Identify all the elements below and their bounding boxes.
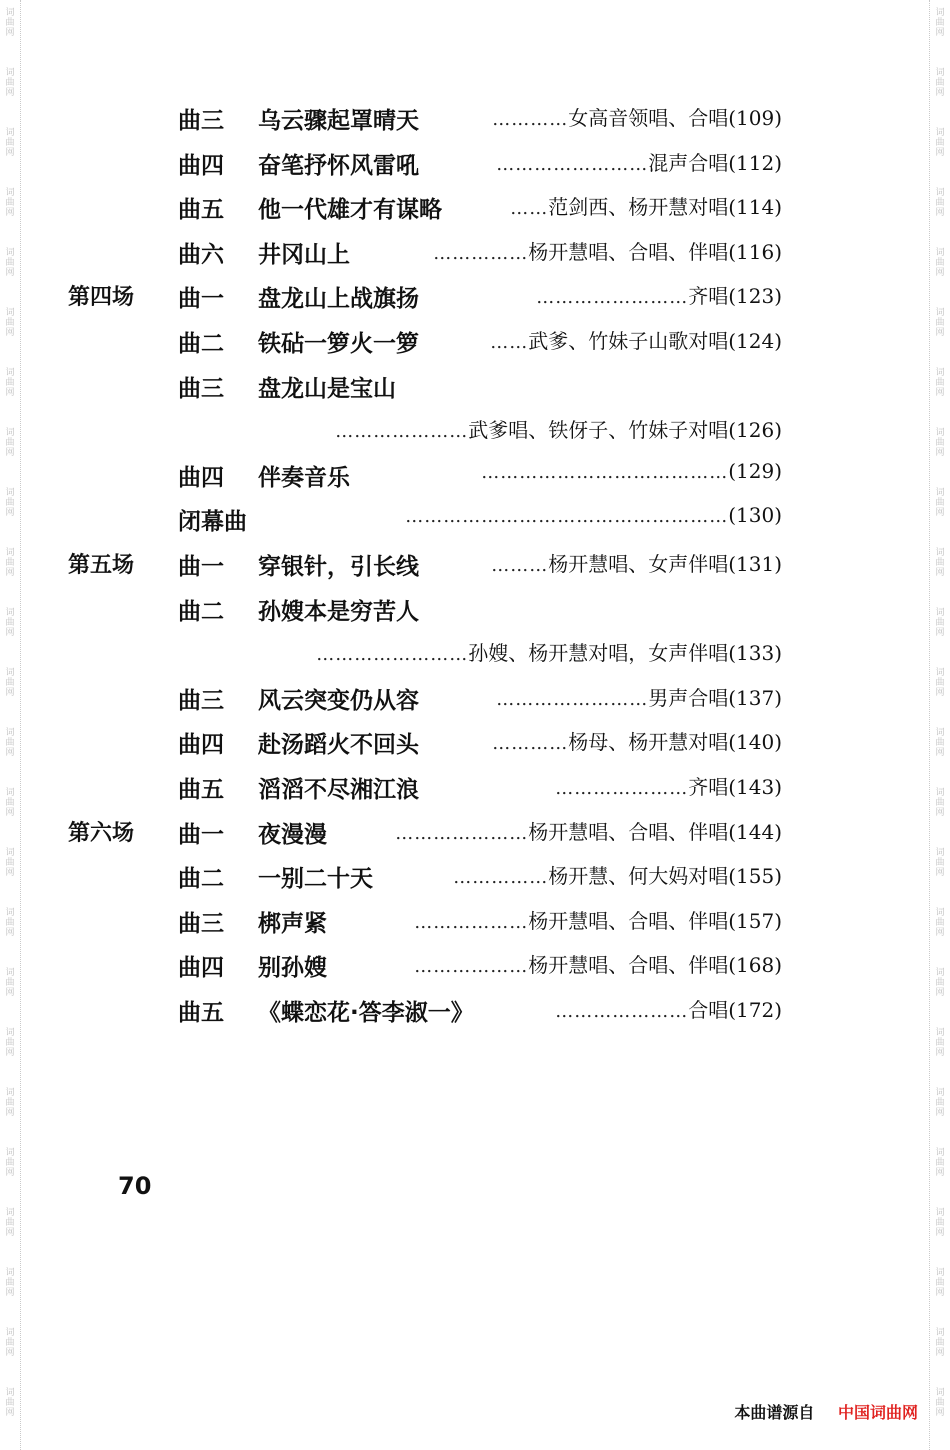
scene-label: 第五场 [68,553,135,578]
watermark-text: 词 曲 网 [935,788,945,818]
piece-number: 曲五 [178,1000,224,1026]
piece-title: 孙嫂本是穷苦人 [258,598,419,625]
watermark-text: 词 曲 网 [5,1388,15,1418]
performers: 混声合唱 [648,150,729,175]
watermark-text: 词 曲 网 [935,608,945,638]
dot-leader: …………………… [496,153,649,175]
piece-number: 曲三 [178,687,224,714]
toc-leader-group [453,860,782,889]
dot-leader: …… [510,198,549,220]
dot-leader: ………… [492,109,569,130]
watermark-text: 词 曲 网 [5,488,15,518]
piece-title: 穿银针，引长线 [258,554,419,580]
dot-leader: …………… [453,867,549,889]
toc-row [0,503,950,537]
toc-row [0,414,950,448]
watermark-text: 词 曲 网 [5,788,15,818]
piece-title: 盘龙山上战旗扬 [258,286,419,313]
piece-title: 奋笔抒怀风雷吼 [258,152,419,179]
toc-leader-group [491,548,782,577]
watermark-text: 词 曲 网 [935,1328,945,1358]
page-ref: (130) [728,503,782,528]
watermark-text: 词 曲 网 [935,128,945,158]
page-ref: (114) [728,195,782,220]
dot-leader: …………………… [316,644,469,666]
scene-label: 第四场 [68,285,135,311]
watermark-text: 词 曲 网 [5,308,15,338]
watermark-text: 词 曲 网 [935,1148,945,1178]
toc-leader-group [492,102,782,131]
toc-leader-group [316,637,782,666]
toc-row [0,548,950,582]
watermark-text: 词 曲 网 [5,908,15,938]
piece-number: 曲五 [178,777,224,803]
page-ref: (109) [728,106,782,130]
watermark-text: 词 曲 网 [5,668,15,698]
toc-leader-group [405,503,782,527]
toc-leader-group [433,236,782,265]
piece-number: 闭幕曲 [178,509,247,536]
toc-row [0,637,950,671]
toc-row [0,860,950,894]
performers: 武爹唱、铁伢子、竹妹子对唱 [468,418,729,443]
toc-leader-group [335,414,782,443]
watermark-text: 词 曲 网 [935,548,945,578]
piece-title: 他一代雄才有谋略 [258,197,442,224]
watermark-text: 词 曲 网 [935,908,945,938]
page-ref: (126) [728,418,782,443]
piece-title: 梆声紧 [258,910,327,937]
brand-logo-text[interactable]: 中国词曲网 [837,1403,918,1422]
piece-number: 曲三 [178,910,224,937]
toc-row [0,280,950,314]
watermark-text: 词 曲 网 [5,608,15,638]
watermark-text: 词 曲 网 [5,248,15,278]
page-number: 70 [118,1172,152,1200]
piece-number: 曲一 [178,286,224,313]
watermark-text: 词 曲 网 [5,1028,15,1058]
dot-leader: …………………………………………… [405,506,729,528]
performers: 杨开慧、何大妈对唱 [548,864,729,889]
piece-number: 曲六 [178,241,224,268]
watermark-text: 词 曲 网 [935,1268,945,1298]
performers: 杨开慧唱、女声伴唱 [548,552,729,576]
piece-title: 滔滔不尽湘江浪 [258,777,419,803]
toc-leader-group [481,459,782,483]
piece-title: 赴汤蹈火不回头 [258,732,419,759]
watermark-text: 词 曲 网 [935,248,945,278]
toc-row [0,370,950,404]
toc-leader-group [395,816,782,845]
performers: 杨母、杨开慧对唱 [568,730,729,755]
performers: 孙嫂、杨开慧对唱，女声伴唱 [468,641,729,666]
watermark-text: 词 曲 网 [5,1208,15,1238]
piece-title: 风云突变仍从容 [258,687,419,714]
watermark-text: 词 曲 网 [935,8,945,38]
toc-row [0,771,950,805]
watermark-text: 词 曲 网 [935,848,945,878]
dot-leader: ……………… [414,911,529,933]
watermark-text: 词 曲 网 [935,668,945,698]
toc-row [0,816,950,850]
page-ref: (143) [728,775,782,799]
watermark-text: 词 曲 网 [935,428,945,458]
watermark-text: 词 曲 网 [5,1148,15,1178]
dot-leader: ………… [492,733,569,755]
toc-leader-group [414,905,782,934]
page-ref: (133) [728,641,782,666]
toc-row [0,682,950,716]
toc-leader-group [555,771,782,800]
piece-title: 铁砧一箩火一箩 [258,331,419,357]
toc-row [0,949,950,983]
piece-title: 伴奏音乐 [258,464,350,491]
toc-leader-group [555,994,782,1023]
dot-leader: ………………………………… [481,461,729,483]
piece-number: 曲三 [178,108,224,134]
page-ref: (124) [728,329,782,353]
page-ref: (123) [728,284,782,309]
toc-row [0,905,950,939]
dot-leader: ………………… [555,1001,689,1022]
piece-number: 曲二 [178,866,224,893]
dot-leader: ……… [491,555,549,576]
performers: 男声合唱 [648,685,729,710]
toc-row [0,459,950,493]
page-ref: (137) [728,685,782,710]
toc-row [0,593,950,627]
piece-number: 曲一 [178,821,224,848]
piece-number: 曲二 [178,598,224,625]
source-footer [734,1400,918,1423]
toc-leader-group [496,147,782,176]
piece-title: 《蝶恋花·答李淑一》 [258,1000,474,1026]
scene-label: 第六场 [68,820,135,846]
piece-title: 别孙嫂 [258,955,327,982]
toc-leader-group [490,325,782,354]
watermark-text: 词 曲 网 [935,1028,945,1058]
toc-row [0,994,950,1028]
watermark-text: 词 曲 网 [935,728,945,758]
watermark-text: 词 曲 网 [5,128,15,158]
watermark-text: 词 曲 网 [935,308,945,338]
toc-leader-group [414,949,782,978]
piece-number: 曲四 [178,955,224,982]
dot-leader: …… [490,332,529,353]
performers: 杨开慧唱、合唱、伴唱 [528,819,729,844]
performers: 齐唱 [688,775,729,799]
toc-row [0,236,950,270]
toc-row [0,102,950,136]
piece-number: 曲一 [178,554,224,580]
piece-number: 曲四 [178,732,224,759]
dot-leader: ………………… [335,421,469,443]
piece-title: 盘龙山是宝山 [258,375,396,402]
page-ref: (129) [728,458,782,483]
page-ref: (112) [728,150,782,175]
toc-row [0,147,950,181]
dot-leader: ………………… [555,778,689,799]
watermark-text: 词 曲 网 [5,368,15,398]
watermark-text: 词 曲 网 [935,488,945,518]
toc-row [0,726,950,760]
page-ref: (155) [728,864,782,889]
performers: 合唱 [688,998,729,1022]
dot-leader: ………………… [395,822,529,844]
performers: 齐唱 [688,284,729,309]
piece-title: 井冈山上 [258,241,350,268]
watermark-text: 词 曲 网 [935,1208,945,1238]
piece-number: 曲二 [178,331,224,357]
toc-leader-group [536,280,782,309]
piece-title: 一别二十天 [258,866,373,893]
performers: 杨开慧唱、合唱、伴唱 [528,908,729,933]
dot-leader: …………… [433,242,529,264]
watermark-text: 词 曲 网 [5,728,15,758]
piece-number: 曲四 [178,152,224,179]
watermark-text: 词 曲 网 [5,548,15,578]
watermark-text: 词 曲 网 [5,1328,15,1358]
watermark-text: 词 曲 网 [935,1088,945,1118]
watermark-text: 词 曲 网 [5,188,15,218]
piece-title: 夜漫漫 [258,821,327,848]
page-ref: (116) [728,239,782,264]
watermark-text: 词 曲 网 [5,968,15,998]
toc-leader-group [510,191,782,220]
page-ref: (131) [728,552,782,576]
page-ref: (168) [728,953,782,978]
piece-number: 曲五 [178,197,224,224]
performers: 杨开慧唱、合唱、伴唱 [528,239,729,264]
watermark-text: 词 曲 网 [5,1268,15,1298]
page-ref: (144) [728,819,782,844]
dot-leader: ……………… [414,956,529,978]
toc-leader-group [496,682,782,711]
dot-leader: …………………… [496,688,649,710]
watermark-text: 词 曲 网 [935,1388,945,1418]
watermark-text: 词 曲 网 [935,368,945,398]
watermark-text: 词 曲 网 [935,68,945,98]
piece-number: 曲三 [178,375,224,402]
toc-row [0,325,950,359]
toc-leader-group [492,726,782,755]
performers: 女高音领唱、合唱 [568,106,729,130]
piece-number: 曲四 [178,464,224,491]
source-label: 本曲谱源自 [734,1403,815,1422]
watermark-text: 词 曲 网 [5,68,15,98]
performers: 杨开慧唱、合唱、伴唱 [528,953,729,978]
watermark-text: 词 曲 网 [5,8,15,38]
watermark-text: 词 曲 网 [5,1088,15,1118]
page-ref: (157) [728,908,782,933]
page-ref: (140) [728,730,782,755]
watermark-text: 词 曲 网 [5,848,15,878]
piece-title: 乌云骤起罩晴天 [258,108,419,134]
watermark-text: 词 曲 网 [935,968,945,998]
dot-leader: …………………… [536,287,689,309]
performers: 范剑西、杨开慧对唱 [548,195,729,220]
watermark-text: 词 曲 网 [935,188,945,218]
page-ref: (172) [728,998,782,1022]
toc-row [0,191,950,225]
performers: 武爹、竹妹子山歌对唱 [528,329,729,353]
watermark-text: 词 曲 网 [5,428,15,458]
